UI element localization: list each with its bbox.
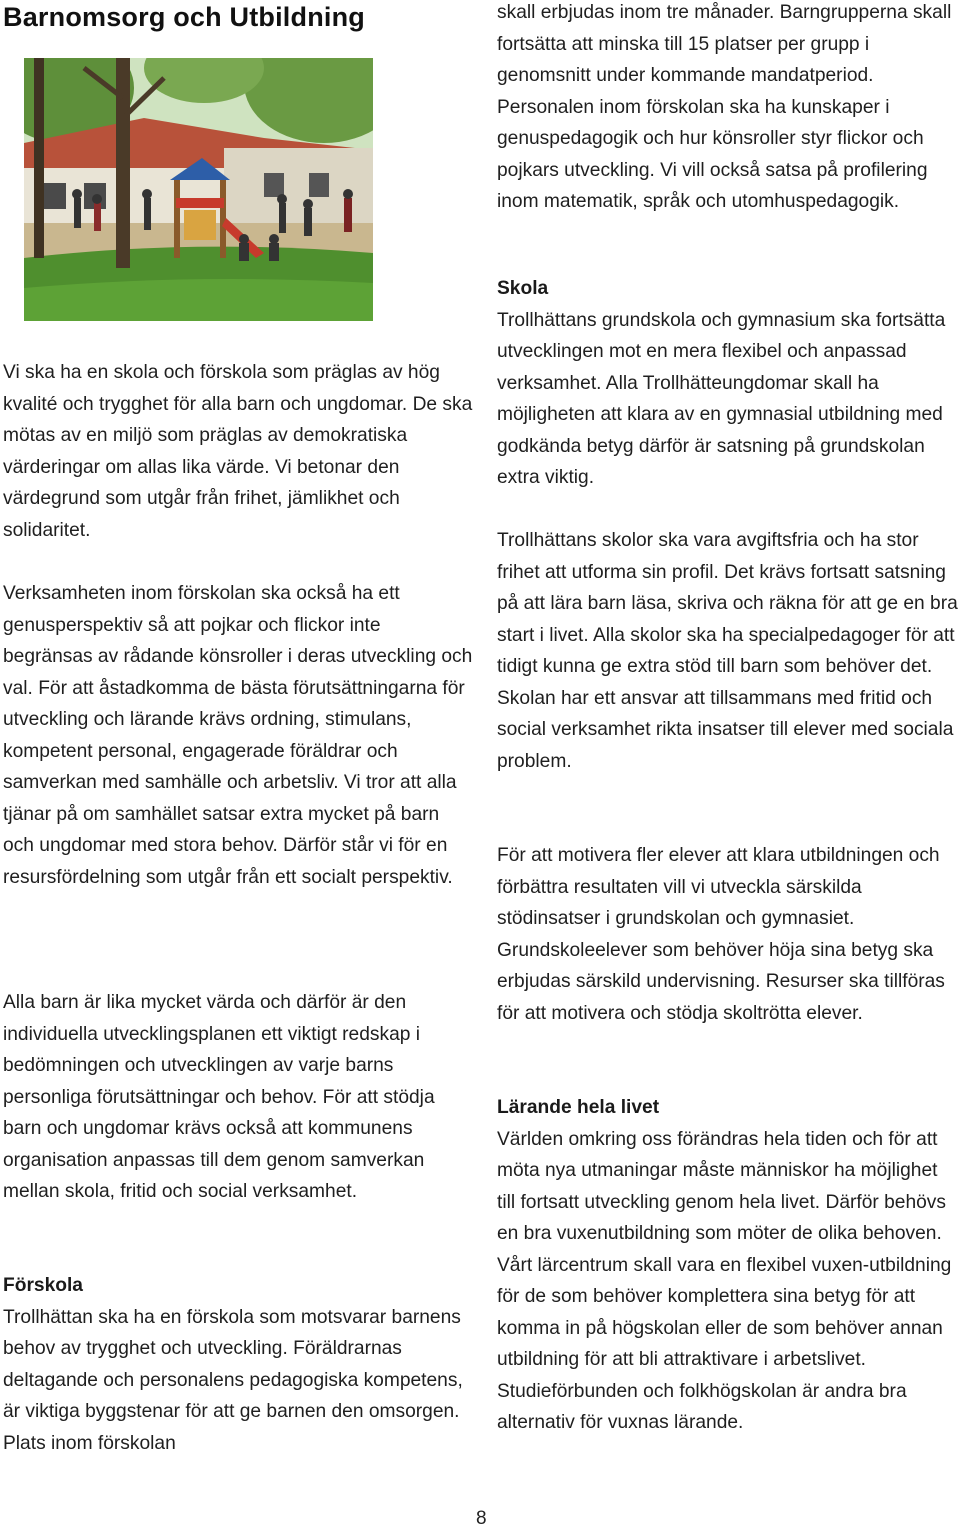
- forskola-section: [3, 1270, 473, 1459]
- skola-heading: Skola: [497, 278, 549, 299]
- larande-section: [497, 1092, 959, 1439]
- page-title: Barnomsorg och Utbildning: [3, 2, 365, 32]
- larande-heading: Lärande hela livet: [497, 1097, 660, 1118]
- skola-section: [497, 273, 959, 494]
- utvecklingsplan-paragraph: Alla barn är lika mycket värda och därför är den individuella utvecklingsplanen ett viktigt redskap i bedömningen och utvecklingen av varje barns personliga förutsättningar och behov. För att stödja barn och ungdomar krävs också att kommunens organisation anpassas till dem genom samverkan mellan skola, fritid och social verksamhet.: [3, 992, 435, 1202]
- page-number: 8: [476, 1508, 487, 1529]
- playground-photo: [24, 58, 373, 321]
- larande-text-2: Vårt lärcentrum skall vara en flexibel vuxen-utbildning för de som behöver komplettera sina betyg för att komma in på högskolan eller de som behöver annan utbildning för att bli attraktivare i arbetslivet. Studieförbunden och folkhögskolan är andra bra alternativ för vuxnas lärande.: [497, 1254, 952, 1433]
- larande-text-1: Världen omkring oss förändras hela tiden och för att möta nya utmaningar måste människor ha möjlighet till fortsatt utveckling genom hela livet. Därför behövs en bra vuxenutbildning som möter de olika behoven.: [497, 1128, 946, 1244]
- forskola-text: Trollhättan ska ha en förskola som motsvarar barnens behov av trygghet och utveckling. Föräldrarnas deltagande och personalens pedagogiska kompetens, är viktiga byggstenar för att ge barnen den omsorgen. Plats inom förskolan: [3, 1306, 463, 1454]
- intro-paragraph: Vi ska ha en skola och förskola som präglas av hög kvalité och trygghet för alla barn och ungdomar. De ska mötas av en miljö som präglas av demokratiska värderingar om allas lika värde. Vi betonar den värdegrund som utgår från frihet, jämlikhet och solidaritet.: [3, 362, 473, 541]
- genus-paragraph: Verksamheten inom förskolan ska också ha ett genusperspektiv så att pojkar och flickor inte begränsas av rådande könsroller i deras utveckling och val. För att åstadkomma de bästa förutsättningarna för utveckling och lärande krävs ordning, stimulans, kompetent personal, engagerade föräldrar och samverkan med samhälle och arbetsliv. Vi tror att alla tjänar på om samhället satsar extra mycket på barn och ungdomar med stora behov. Därför står vi för en resursfördelning som utgår från ett socialt perspektiv.: [3, 583, 473, 888]
- motivera-paragraph: För att motivera fler elever att klara utbildningen och förbättra resultaten vill vi utveckla särskilda stödinsatser i grundskolan och gymnasiet. Grundskoleelever som behöver höja sina betyg ska erbjudas särskild undervisning. Resurser ska tillföras för att motivera och stödja skoltrötta elever.: [497, 845, 945, 1024]
- forskola-heading: Förskola: [3, 1275, 83, 1296]
- skolor-avgiftsfria-paragraph: Trollhättans skolor ska vara avgiftsfria och ha stor frihet att utforma sin profil. Det krävs fortsatt satsning på att lära barn läsa, skriva och räkna för att ge en bra start i livet. Alla skolor ska ha specialpedagoger för att tidigt kunna ge extra stöd till barn som behöver det. Skolan har ett ansvar att tillsammans med fritid och social verksamhet rikta insatser till elever med sociala problem.: [497, 530, 958, 772]
- playground-illustration: [24, 58, 373, 321]
- skola-text: Trollhättans grundskola och gymnasium ska fortsätta utvecklingen mot en mera flexibel och anpassad verksamhet. Alla Trollhätteungdomar skall ha möjligheten att klara av en gymnasial utbildning med godkända betyg därför är satsning på grundskolan extra viktig.: [497, 309, 946, 488]
- forskola-continued-paragraph: skall erbjudas inom tre månader. Barngrupperna skall fortsätta att minska till 15 platser per grupp i genomsnitt under kommande mandatperiod. Personalen inom förskolan ska ha kunskaper i genuspedagogik och hur könsroller styr flickor och pojkars utveckling. Vi vill också satsa på profilering inom matematik, språk och utomhuspedagogik.: [497, 2, 952, 212]
